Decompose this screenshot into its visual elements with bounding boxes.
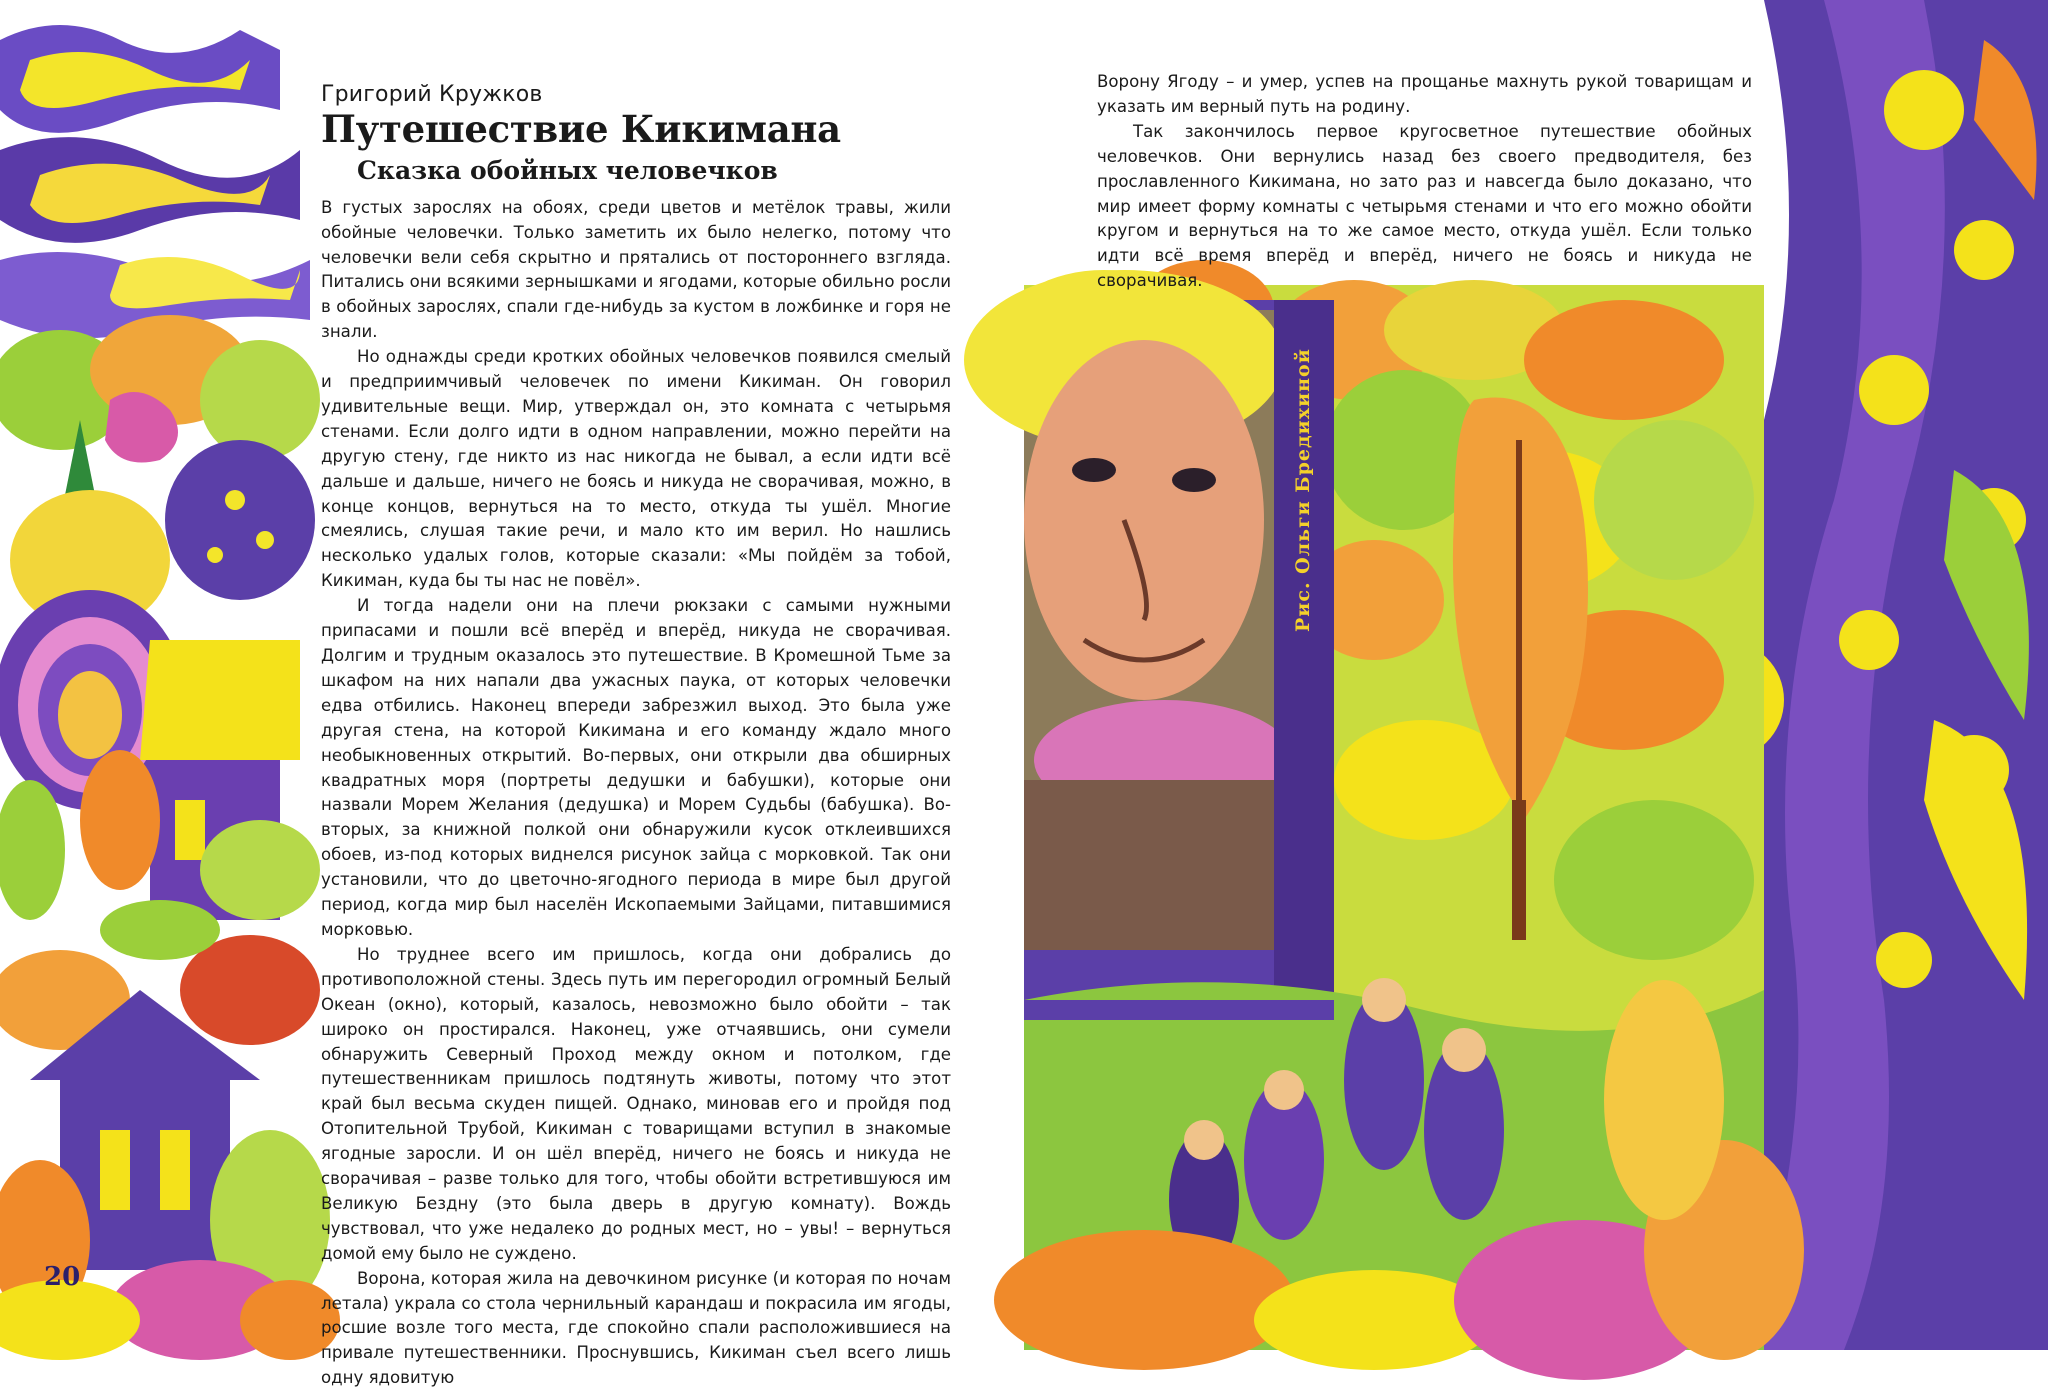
story-body xyxy=(321,196,951,1391)
paragraph: В густых зарослях на обоях, среди цветов и метёлок травы, жили обойные человечки. Только заметить их было нелегко, потому что человечки вели себя скрытно и прятались от постороннего взгляда. Питались они всякими зернышками и ягодами, которые обильно росли в обойных зарослях, спали где-нибудь за кустом в ложбинке и горя не знали. xyxy=(321,197,952,342)
page-number: 20 xyxy=(44,1262,81,1292)
paragraph: Так закончилось первое кругосветное путешествие обойных человечков. Они вернулись назад без своего предводителя, без прославленного Кикимана, но зато раз и навсегда было доказано, что мир имеет форму комнаты с четырьмя стенами и что его можно обойти кругом и вернуться на то же самое место, откуда ушёл. Если только идти всё время вперёд и вперёд, ничего не боясь и никуда не сворачивая. xyxy=(1097,121,1752,291)
left-page xyxy=(0,0,1024,1388)
paragraph: И тогда надели они на плечи рюкзаки с самыми нужными припасами и пошли всё вперёд и вперёд, никуда не сворачивая. Долгим и трудным оказалось это путешествие. В Кромешной Тьме за шкафом на них напали два ужасных паука, от которых человечки едва отбились. Наконец впереди забрезжил выход. Это была уже другая стена, на которой Кикимана и его команду ждало много необыкновенных открытий. Во-первых, они открыли два обширных квадратных моря (портреты дедушки и бабушки), которые они назвали Морем Желания (дедушка) и Морем Судьбы (бабушка). Во-вторых, за книжной полкой они обнаружили кусок отклеившихся обоев, из-под которых виднелся рисунок зайца с морковкой. Так они установили, что до цветочно-ягодного периода в мире был другой период, когда мир был населён Ископаемыми Зайцами, питавшимися морковью. xyxy=(321,596,951,939)
paragraph: Но однажды среди кротких обойных человечков появился смелый и предприимчивый человечек по имени Кикиман. Он говорил удивительные вещи. Мир, утверждал он, это комната с четырьмя стенами. Если долго идти в одном направлении, можно перейти на другую стену, где никто из нас никогда не бывал, а если идти всё дальше и дальше, ничего не боясь и никуда не сворачивая, можно, в конце концов, вернуться на то место, откуда ты ушёл. Многие смеялись, слушая такие речи, и мало кто им верил. Но нашлись несколько удалых голов, которые сказали: «Мы пойдём за тобой, Кикиман, куда бы ты нас не повёл». xyxy=(321,347,951,591)
left-text-column xyxy=(321,82,951,1391)
illustration-credit: Рис. Ольги Бредихиной xyxy=(1292,348,1314,632)
story-title: Путешествие Кикимана xyxy=(321,107,841,151)
paragraph: Ворона, которая жила на девочкином рисунке (и которая по ночам летала) украла со стола чернильный карандаш и покрасила им ягоды, росшие возле того места, где спокойно спали расположившиеся на привале путешественники. Проснувшись, Кикиман съел всего лишь одну ядовитую xyxy=(321,1268,951,1388)
paragraph: Ворону Ягоду – и умер, успев на прощанье махнуть рукой товарищам и указать им верный путь на родину. xyxy=(1097,72,1752,116)
author-name: Григорий Кружков xyxy=(321,82,543,107)
left-border-illustration xyxy=(0,0,320,1350)
right-text-column xyxy=(1097,70,1752,294)
wallpaper-forest-illustration xyxy=(0,0,320,1350)
right-page xyxy=(1024,0,2048,1350)
story-subtitle: Сказка обойных человечков xyxy=(357,155,778,185)
paragraph: Но труднее всего им пришлось, когда они добрались до противоположной стены. Здесь путь им перегородил огромный Белый Океан (окно), который, казалось, невозможно было обойти – так широко он простирался. Наконец, уже отчаявшись, они сумели обнаружить Северный Проход между окном и потолком, где путешественникам пришлось подтянуть животы, потому что этот край был весьма скуден пищей. Однако, миновав его и пройдя под Отопительной Трубой, Кикиман с товарищами вступил в знакомые ягодные заросли. И он шёл вперёд, ничего не боясь и никуда не сворачивая – разве только для того, чтобы обойти встретившуюся им Великую Бездну (это была дверь в другую комнату). Вождь чувствовал, что уже недалеко до родных мест, но – увы! – вернуться домой ему было не суждено. xyxy=(321,944,951,1263)
